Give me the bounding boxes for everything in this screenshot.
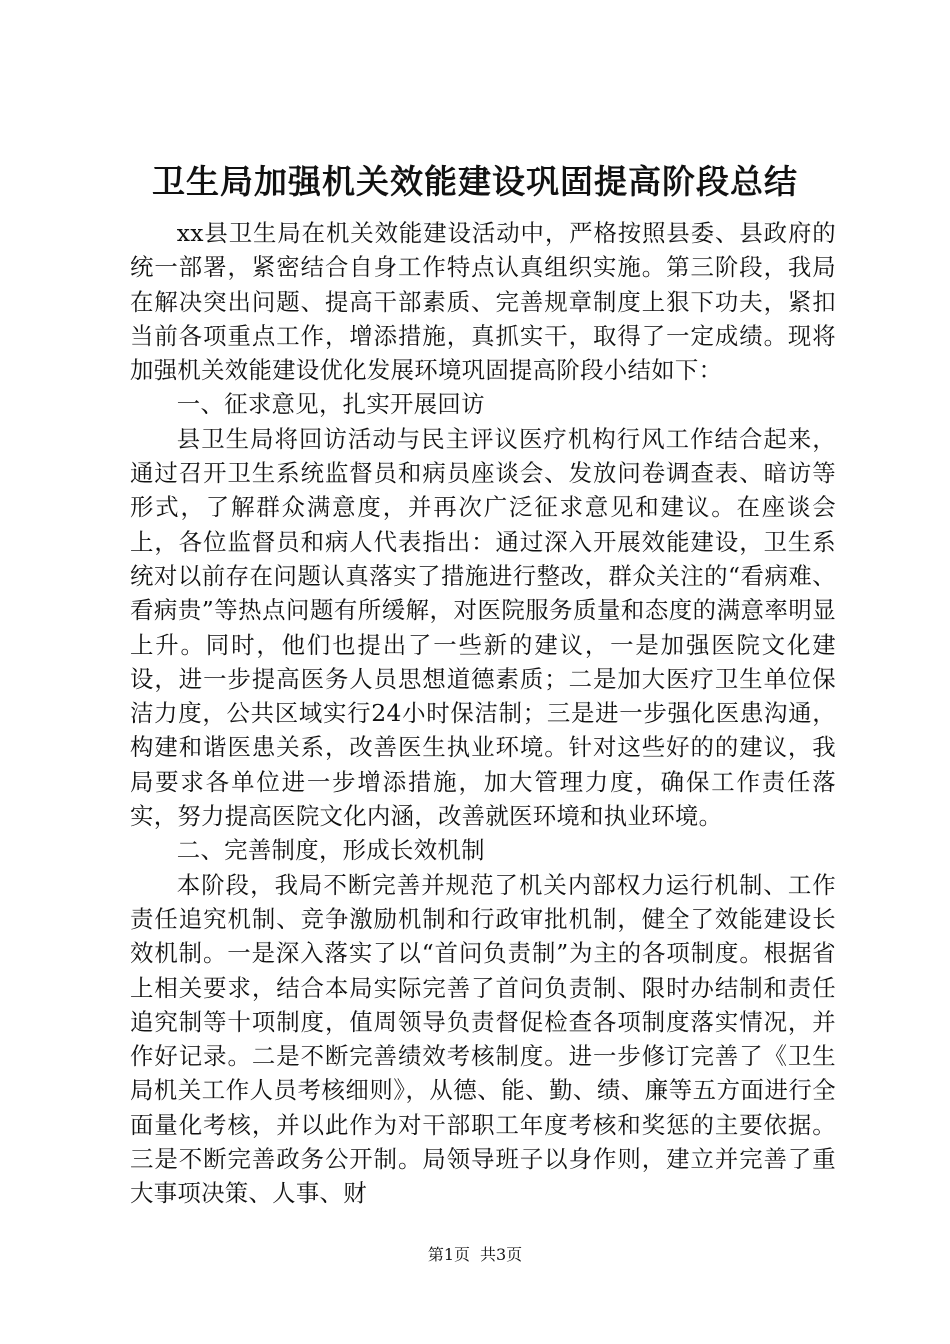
section-heading-1: 一、征求意见，扎实开展回访 bbox=[176, 390, 485, 419]
document-title: 卫生局加强机关效能建设巩固提高阶段总结 bbox=[152, 162, 798, 201]
section-2-paragraph: 本阶段，我局不断完善并规范了机关内部权力运行机制、工作责任追究机制、竞争激励机制和行政审批机制，健全了效能建设长效机制。一是深入落实了以“首问负责制”为主的各项制度。根据省上相关要求，结合本局实际完善了首问负责制、限时办结制和责任追究制等十项制度，值周领导负责督促检查各项制度落实情况，并作好记录。二是不断完善绩效考核制度。进一步修订完善了《卫生局机关工作人员考核细则》，从德、能、勤、绩、廉等五方面进行全面量化考核，并以此作为对干部职工年度考核和奖惩的主要依据。三是不断完善政务公开制。局领导班子以身作则，建立并完善了重大事项决策、人事、财 bbox=[130, 870, 836, 1208]
page-number: 第1页 bbox=[427, 1245, 470, 1264]
page-footer bbox=[0, 1245, 950, 1265]
section-heading-2: 二、完善制度，形成长效机制 bbox=[176, 836, 485, 865]
document-body bbox=[130, 216, 836, 1211]
section-1-paragraph: 县卫生局将回访活动与民主评议医疗机构行风工作结合起来，通过召开卫生系统监督员和病员座谈会、发放问卷调查表、暗访等形式，了解群众满意度，并再次广泛征求意见和建议。在座谈会上，各位监督员和病人代表指出：通过深入开展效能建设，卫生系统对以前存在问题认真落实了措施进行整改，群众关注的“看病难、看病贵”等热点问题有所缓解，对医院服务质量和态度的满意率明显上升。同时，他们也提出了一些新的建议，一是加强医院文化建设，进一步提高医务人员思想道德素质；二是加大医疗卫生单位保洁力度，公共区域实行24小时保洁制；三是进一步强化医患沟通，构建和谐医患关系，改善医生执业环境。针对这些好的的建议，我局要求各单位进一步增添措施，加大管理力度，确保工作责任落实，努力提高医院文化内涵，改善就医环境和执业环境。 bbox=[130, 424, 836, 831]
page-total: 共3页 bbox=[480, 1245, 523, 1264]
intro-paragraph: xx县卫生局在机关效能建设活动中，严格按照县委、县政府的统一部署，紧密结合自身工作特点认真组织实施。第三阶段，我局在解决突出问题、提高干部素质、完善规章制度上狠下功夫，紧扣当前各项重点工作，增添措施，真抓实干，取得了一定成绩。现将加强机关效能建设优化发展环境巩固提高阶段小结如下： bbox=[130, 219, 836, 385]
